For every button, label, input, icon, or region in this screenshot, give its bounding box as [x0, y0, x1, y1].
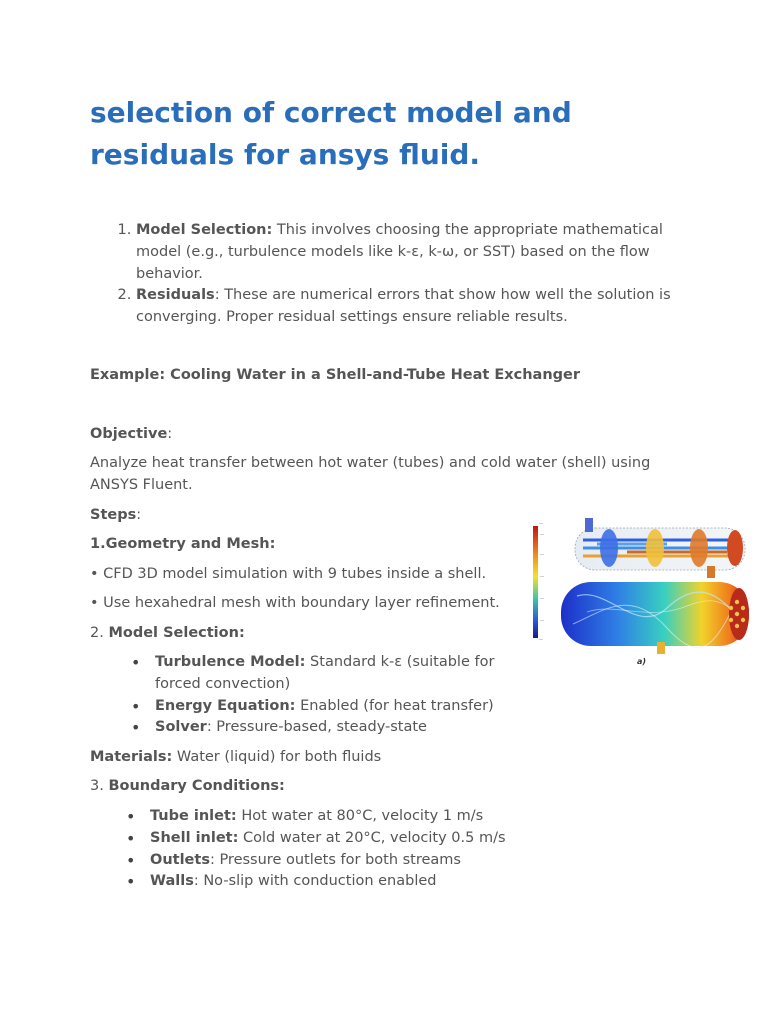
- intro-item-label: Model Selection:: [136, 222, 273, 238]
- list-item: • Solver: Pressure-based, steady-state: [155, 717, 525, 739]
- svg-text:—: —: [540, 552, 544, 557]
- intro-item-label: Residuals: [136, 287, 215, 304]
- model-selection-list: [155, 652, 525, 739]
- list-item: • Turbulence Model: Standard k-ε (suitable for forced convection): [155, 652, 525, 696]
- objective-label: Objective:: [90, 426, 173, 442]
- list-item: • Tube inlet: Hot water at 80°C, velocity 1 m/s: [150, 806, 630, 828]
- svg-text:—: —: [539, 637, 543, 642]
- step1-bullet: • CFD 3D model simulation with 9 tubes inside a shell.: [90, 566, 487, 582]
- figure-caption: a): [637, 657, 647, 666]
- example-heading: Example: Cooling Water in a Shell-and-Tube Heat Exchanger: [90, 367, 581, 383]
- page-title: selection of correct model and residuals for ansys fluid.: [90, 96, 572, 171]
- steps-label: Steps:: [90, 507, 142, 523]
- step1-heading: 1.Geometry and Mesh:: [90, 536, 276, 552]
- list-item: • Shell inlet: Cold water at 20°C, velocity 0.5 m/s: [150, 828, 630, 850]
- intro-item-residuals: [136, 285, 682, 329]
- intro-item-text: This involves choosing the appropriate mathematical model (e.g., turbulence models like k-ε, k-ω, or SST) based on the flow behavior.: [136, 222, 663, 282]
- intro-item-text: : These are numerical errors that show how well the solution is converging. Proper residual settings ensure reliable results.: [136, 287, 671, 326]
- step1-bullet: • Use hexahedral mesh with boundary layer refinement.: [90, 595, 500, 611]
- step2-heading: 2. Model Selection:: [90, 625, 245, 641]
- list-item: • Outlets: Pressure outlets for both streams: [150, 850, 630, 872]
- svg-text:—: —: [539, 521, 543, 526]
- list-item: • Energy Equation: Enabled (for heat transfer): [155, 696, 525, 718]
- boundary-conditions-list: [150, 806, 630, 893]
- svg-text:—: —: [540, 618, 544, 623]
- materials-line: Materials: Water (liquid) for both fluids: [90, 749, 382, 765]
- list-item: • Walls: No-slip with conduction enabled: [150, 871, 630, 893]
- step3-heading: 3. Boundary Conditions:: [90, 778, 285, 794]
- objective-text: Analyze heat transfer between hot water (tubes) and cold water (shell) using ANSYS Fluent.: [90, 455, 651, 493]
- intro-item-model-selection: [136, 220, 682, 285]
- svg-text:—: —: [540, 574, 544, 579]
- svg-text:—: —: [540, 596, 544, 601]
- heat-exchanger-cfd-image: [527, 516, 757, 668]
- intro-list: [90, 220, 682, 329]
- svg-text:—: —: [540, 532, 544, 537]
